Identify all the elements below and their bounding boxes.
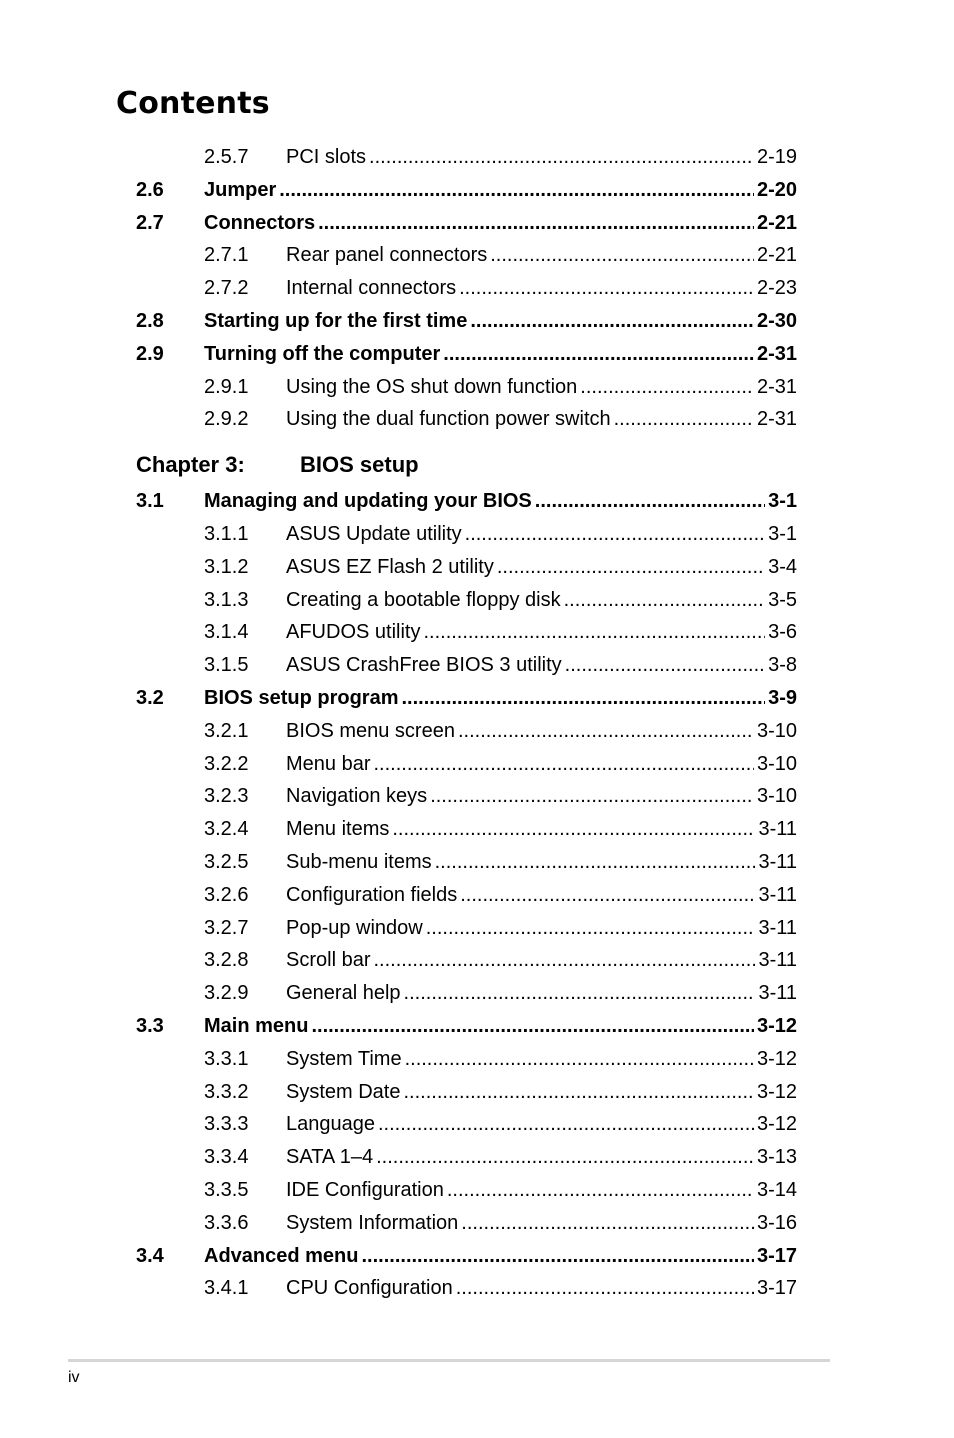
dot-leader — [470, 310, 754, 333]
toc-entry-page: 3-17 — [756, 1277, 797, 1300]
dot-leader — [580, 376, 754, 399]
chapter-label: Chapter 3: — [136, 452, 245, 478]
toc-entry-line — [286, 982, 797, 1005]
toc-entry — [0, 615, 954, 648]
dot-leader — [459, 277, 754, 300]
dot-leader — [404, 982, 756, 1005]
toc-entry — [0, 779, 954, 812]
toc-entry-page: 2-31 — [756, 408, 797, 431]
toc-entry — [0, 583, 954, 616]
toc-entry-page: 2-21 — [756, 244, 797, 267]
toc-entry-number: 3.4.1 — [204, 1277, 249, 1300]
toc-entry-title: Internal connectors — [286, 277, 457, 300]
toc-entry-number: 2.9.2 — [204, 408, 249, 431]
toc-entry-number: 3.1.1 — [204, 522, 249, 545]
dot-leader — [392, 818, 755, 841]
toc-entry-title: BIOS setup program — [204, 686, 399, 709]
toc-entry-number: 3.2.8 — [204, 949, 249, 972]
toc-entry-number: 2.9.1 — [204, 375, 249, 398]
toc-entry-page: 3-12 — [756, 1113, 797, 1136]
toc-entry — [0, 1042, 954, 1075]
toc-entry-line — [286, 621, 797, 644]
toc-entry-page: 3-4 — [768, 555, 797, 578]
toc-entry — [0, 370, 954, 403]
toc-entry-line — [286, 720, 797, 743]
toc-entry-title: Pop-up window — [286, 916, 423, 939]
toc-entry-title: Menu bar — [286, 752, 371, 775]
dot-leader — [405, 1048, 754, 1071]
page-title: Contents — [116, 86, 270, 121]
toc-entry-line — [286, 589, 797, 612]
dot-leader — [369, 146, 754, 169]
toc-entry — [0, 238, 954, 271]
toc-entry-number: 3.1.4 — [204, 621, 249, 644]
toc-entry-page: 3-17 — [756, 1244, 797, 1267]
dot-leader — [318, 212, 754, 235]
dot-leader — [460, 884, 755, 907]
toc-entry-page: 2-31 — [756, 375, 797, 398]
toc-entry-title: Scroll bar — [286, 949, 371, 972]
toc-entry-page: 2-23 — [756, 277, 797, 300]
toc-entry-number: 3.2.6 — [204, 883, 249, 906]
toc-entry-title: Sub-menu items — [286, 850, 432, 873]
table-of-contents — [0, 140, 954, 1304]
toc-entry-page: 2-31 — [756, 342, 797, 365]
toc-entry — [0, 878, 954, 911]
toc-entry-title: Language — [286, 1113, 375, 1136]
toc-entry-page: 3-6 — [768, 621, 797, 644]
dot-leader — [376, 1146, 754, 1169]
toc-entry-line — [286, 146, 797, 169]
toc-entry-page: 3-11 — [758, 850, 797, 873]
toc-entry-line — [204, 343, 797, 366]
toc-entry — [0, 911, 954, 944]
toc-entry-number: 3.3.4 — [204, 1146, 249, 1169]
dot-leader — [490, 244, 754, 267]
dot-leader — [465, 523, 765, 546]
toc-entry-page: 3-12 — [756, 1014, 797, 1037]
toc-entry — [0, 173, 954, 206]
dot-leader — [361, 1245, 753, 1268]
toc-entry-line — [286, 753, 797, 776]
toc-entry — [0, 517, 954, 550]
toc-group-chapter-2 — [0, 140, 954, 435]
page-number: iv — [68, 1369, 80, 1386]
toc-entry-title: ASUS CrashFree BIOS 3 utility — [286, 654, 562, 677]
dot-leader — [401, 687, 765, 710]
toc-entry-number: 3.2.5 — [204, 850, 249, 873]
chapter-heading — [0, 435, 954, 484]
toc-entry-title: AFUDOS utility — [286, 621, 421, 644]
dot-leader — [461, 1212, 754, 1235]
toc-entry-number: 3.1.2 — [204, 555, 249, 578]
toc-entry-number: 3.3 — [136, 1014, 164, 1037]
toc-entry-number: 3.3.1 — [204, 1047, 249, 1070]
toc-entry-line — [286, 277, 797, 300]
toc-entry-title: ASUS Update utility — [286, 522, 462, 545]
toc-entry-line — [204, 1015, 797, 1038]
toc-entry-title: ASUS EZ Flash 2 utility — [286, 555, 494, 578]
dot-leader — [311, 1015, 754, 1038]
toc-entry-number: 3.2.1 — [204, 719, 249, 742]
toc-entry-line — [204, 179, 797, 202]
toc-entry-line — [286, 408, 797, 431]
dot-leader — [374, 753, 754, 776]
dot-leader — [430, 785, 754, 808]
toc-entry-page: 3-11 — [758, 982, 797, 1005]
toc-entry-page: 2-30 — [756, 309, 797, 332]
toc-entry-page: 2-20 — [756, 178, 797, 201]
footer-rule — [68, 1359, 830, 1362]
toc-entry-title: Main menu — [204, 1014, 309, 1037]
toc-entry — [0, 812, 954, 845]
toc-entry-number: 2.7.2 — [204, 277, 249, 300]
dot-leader — [373, 949, 755, 972]
toc-entry — [0, 648, 954, 681]
toc-entry — [0, 714, 954, 747]
toc-entry-number: 2.8 — [136, 309, 164, 332]
toc-entry-page: 3-11 — [758, 949, 797, 972]
toc-entry-title: Configuration fields — [286, 883, 458, 906]
dot-leader — [456, 1277, 754, 1300]
toc-entry-page: 2-19 — [756, 146, 797, 168]
toc-entry-page: 3-11 — [758, 916, 797, 939]
toc-entry-number: 3.2 — [136, 686, 164, 709]
toc-entry-title: Advanced menu — [204, 1244, 359, 1267]
toc-entry-line — [286, 884, 797, 907]
dot-leader — [426, 917, 756, 940]
dot-leader — [447, 1179, 754, 1202]
toc-entry-line — [286, 654, 797, 677]
toc-entry-number: 3.2.3 — [204, 785, 249, 808]
dot-leader — [435, 851, 756, 874]
toc-entry-page: 3-12 — [756, 1080, 797, 1103]
toc-entry-number: 2.7.1 — [204, 244, 249, 267]
toc-entry-number: 3.2.4 — [204, 818, 249, 841]
toc-entry-title: System Information — [286, 1211, 459, 1234]
toc-entry-page: 3-10 — [756, 719, 797, 742]
toc-entry — [0, 304, 954, 337]
dot-leader — [535, 490, 765, 513]
dot-leader — [614, 408, 754, 431]
toc-entry-number: 3.3.5 — [204, 1178, 249, 1201]
toc-entry — [0, 943, 954, 976]
toc-entry-line — [286, 1081, 797, 1104]
toc-entry-number: 2.6 — [136, 178, 164, 201]
toc-entry-title: Menu items — [286, 818, 390, 841]
toc-entry-page: 2-21 — [756, 211, 797, 234]
toc-entry-line — [286, 1212, 797, 1235]
toc-entry — [0, 484, 954, 517]
toc-entry-number: 3.2.2 — [204, 752, 249, 775]
toc-entry-number: 3.1.3 — [204, 588, 249, 611]
toc-entry-line — [286, 851, 797, 874]
dot-leader — [443, 343, 754, 366]
toc-entry-page: 3-9 — [768, 686, 797, 709]
toc-entry — [0, 1140, 954, 1173]
toc-entry-line — [286, 949, 797, 972]
toc-entry-page: 3-11 — [758, 818, 797, 841]
toc-entry-page: 3-8 — [768, 654, 797, 677]
toc-entry-title: Creating a bootable floppy disk — [286, 588, 561, 611]
toc-entry-line — [204, 490, 797, 513]
toc-entry-number: 3.3.3 — [204, 1113, 249, 1136]
toc-entry-number: 2.5.7 — [204, 146, 249, 168]
toc-entry-number: 2.9 — [136, 342, 164, 365]
toc-entry-number: 3.3.2 — [204, 1080, 249, 1103]
toc-entry — [0, 747, 954, 780]
toc-entry-line — [204, 310, 797, 333]
toc-entry-title: Turning off the computer — [204, 342, 441, 365]
toc-entry-title: System Date — [286, 1080, 401, 1103]
toc-entry — [0, 206, 954, 239]
toc-entry-page: 3-14 — [756, 1178, 797, 1201]
toc-entry-number: 3.2.7 — [204, 916, 249, 939]
toc-entry-title: Connectors — [204, 211, 316, 234]
toc-entry-number: 3.3.6 — [204, 1211, 249, 1234]
toc-entry-line — [286, 556, 797, 579]
toc-entry-title: Using the dual function power switch — [286, 408, 611, 431]
toc-entry-page: 3-10 — [756, 785, 797, 808]
dot-leader — [403, 1081, 753, 1104]
toc-entry-title: IDE Configuration — [286, 1178, 444, 1201]
toc-entry-number: 3.1 — [136, 490, 164, 513]
toc-entry-line — [286, 1179, 797, 1202]
toc-entry-line — [286, 1048, 797, 1071]
toc-entry — [0, 976, 954, 1009]
chapter-title: BIOS setup — [300, 452, 419, 478]
toc-entry-line — [204, 212, 797, 235]
toc-entry — [0, 1173, 954, 1206]
toc-entry-line — [204, 1245, 797, 1268]
toc-entry-line — [286, 917, 797, 940]
toc-entry-line — [204, 687, 797, 710]
toc-entry — [0, 1009, 954, 1042]
toc-entry-page: 3-11 — [758, 883, 797, 906]
toc-entry-title: SATA 1–4 — [286, 1146, 374, 1169]
toc-entry — [0, 845, 954, 878]
toc-entry-line — [286, 1277, 797, 1300]
toc-entry-title: System Time — [286, 1047, 402, 1070]
dot-leader — [423, 621, 765, 644]
toc-entry-page: 3-1 — [768, 522, 797, 545]
toc-entry-line — [286, 1146, 797, 1169]
toc-entry — [0, 1075, 954, 1108]
toc-entry — [0, 140, 954, 173]
toc-entry-number: 2.7 — [136, 211, 164, 234]
toc-entry — [0, 402, 954, 435]
toc-entry-page: 3-16 — [756, 1211, 797, 1234]
toc-entry-title: Managing and updating your BIOS — [204, 490, 532, 513]
dot-leader — [564, 589, 765, 612]
toc-entry-number: 3.2.9 — [204, 982, 249, 1005]
toc-entry — [0, 1271, 954, 1304]
toc-entry-number: 3.1.5 — [204, 654, 249, 677]
dot-leader — [279, 179, 754, 202]
toc-entry-title: PCI slots — [286, 146, 367, 168]
toc-entry-title: Rear panel connectors — [286, 244, 488, 267]
toc-entry — [0, 271, 954, 304]
toc-entry-title: Using the OS shut down function — [286, 375, 578, 398]
toc-entry-line — [286, 818, 797, 841]
toc-entry-page: 3-1 — [768, 490, 797, 513]
toc-entry-page: 3-12 — [756, 1047, 797, 1070]
toc-entry-number: 3.4 — [136, 1244, 164, 1267]
dot-leader — [378, 1113, 754, 1136]
dot-leader — [458, 720, 754, 743]
toc-entry-page: 3-13 — [756, 1146, 797, 1169]
toc-entry-page: 3-10 — [756, 752, 797, 775]
toc-entry-page: 3-5 — [768, 588, 797, 611]
toc-entry-line — [286, 1113, 797, 1136]
toc-entry-title: Navigation keys — [286, 785, 428, 808]
toc-entry-title: CPU Configuration — [286, 1277, 453, 1300]
toc-group-chapter-3 — [0, 484, 954, 1304]
toc-entry — [0, 1107, 954, 1140]
dot-leader — [497, 556, 765, 579]
toc-entry-title: Starting up for the first time — [204, 309, 468, 332]
toc-entry — [0, 681, 954, 714]
toc-entry — [0, 337, 954, 370]
toc-entry — [0, 1206, 954, 1239]
toc-entry-title: BIOS menu screen — [286, 719, 455, 742]
toc-entry-line — [286, 376, 797, 399]
toc-entry-title: Jumper — [204, 178, 277, 201]
toc-entry — [0, 550, 954, 583]
toc-entry-title: General help — [286, 982, 401, 1005]
toc-entry-line — [286, 244, 797, 267]
dot-leader — [565, 654, 765, 677]
toc-entry — [0, 1239, 954, 1272]
toc-entry-line — [286, 785, 797, 808]
toc-entry-line — [286, 523, 797, 546]
